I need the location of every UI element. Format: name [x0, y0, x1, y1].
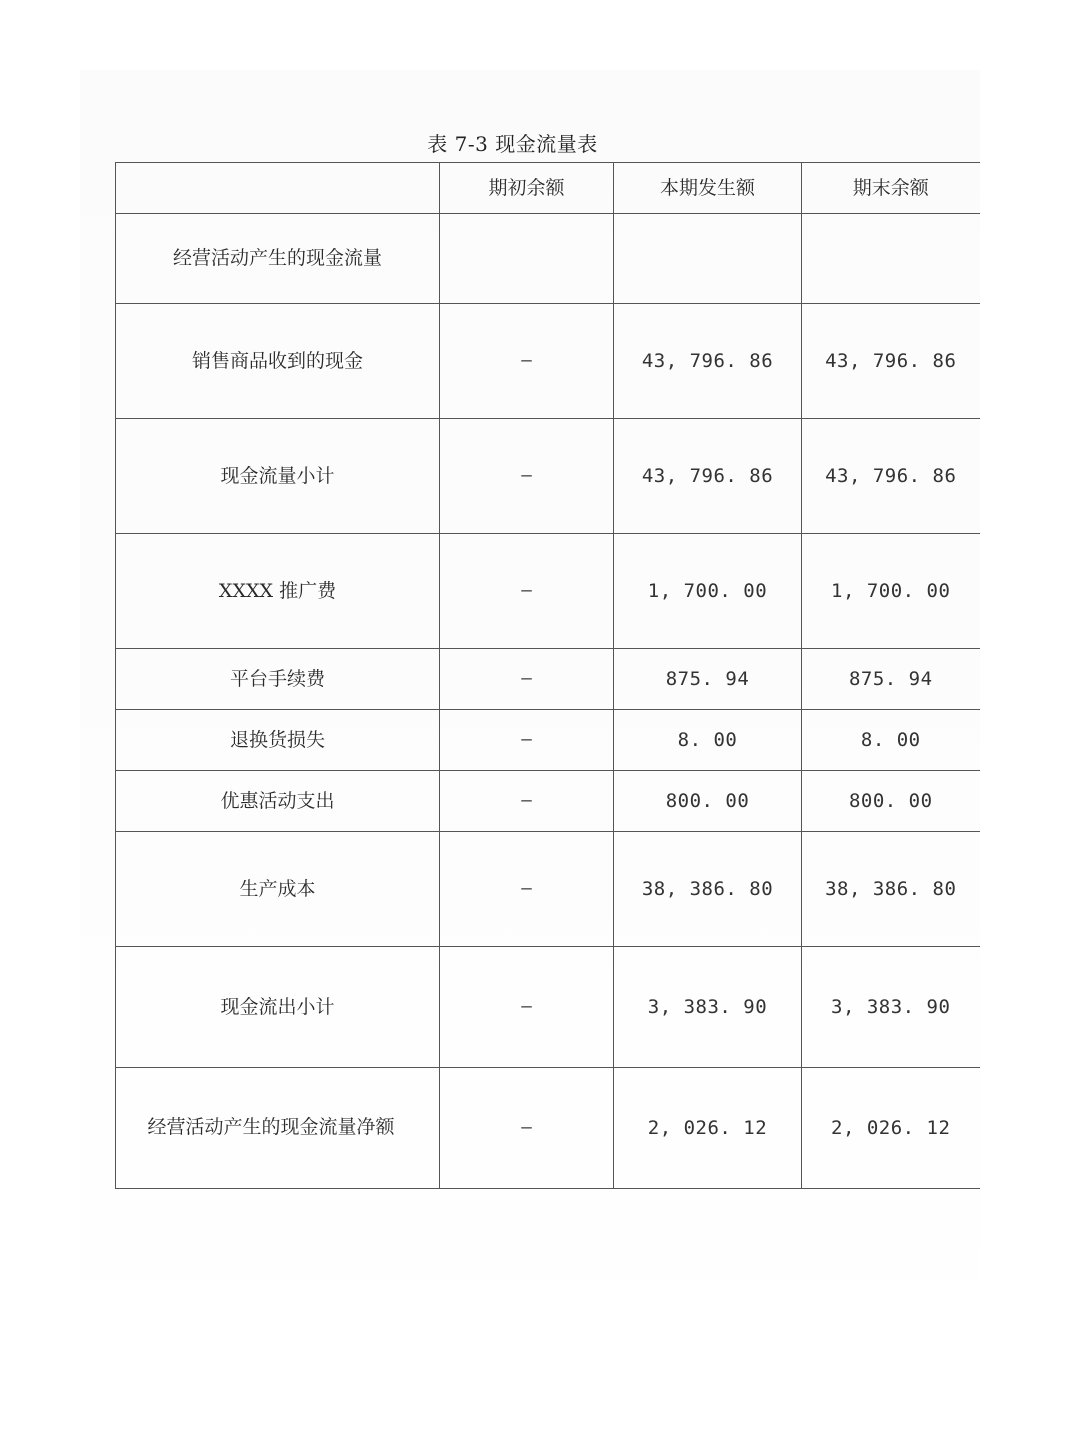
opening-value: –	[440, 304, 614, 419]
closing-value: 800. 00	[802, 771, 980, 832]
opening-value: –	[440, 710, 614, 771]
opening-value: –	[440, 1068, 614, 1189]
table-caption: 表 7-3 现金流量表	[427, 132, 598, 156]
current-value: 43, 796. 86	[614, 419, 802, 534]
table-row	[116, 710, 980, 771]
current-value: 2, 026. 12	[614, 1068, 802, 1189]
row-label: 现金流量小计	[116, 419, 440, 534]
opening-value: –	[440, 534, 614, 649]
row-label: XXXX 推广费	[116, 534, 440, 649]
header-closing-balance: 期末余额	[802, 163, 980, 214]
closing-value: 8. 00	[802, 710, 980, 771]
current-value: 43, 796. 86	[614, 304, 802, 419]
row-label-cell	[116, 1068, 440, 1189]
closing-value: 2, 026. 12	[802, 1068, 980, 1189]
opening-value: –	[440, 771, 614, 832]
row-label: 优惠活动支出	[116, 771, 440, 832]
table-row	[116, 214, 980, 304]
closing-value: 43, 796. 86	[802, 304, 980, 419]
row-label: 现金流出小计	[116, 947, 440, 1068]
closing-value: 875. 94	[802, 649, 980, 710]
table-row	[116, 304, 980, 419]
current-value: 875. 94	[614, 649, 802, 710]
opening-value: –	[440, 649, 614, 710]
closing-value: 3, 383. 90	[802, 947, 980, 1068]
row-label: 退换货损失	[116, 710, 440, 771]
table-header-row	[116, 163, 980, 214]
header-cell-empty	[116, 163, 440, 214]
cash-flow-table	[115, 162, 980, 1189]
row-label: 经营活动产生的现金流量	[116, 214, 440, 304]
opening-value: –	[440, 832, 614, 947]
closing-value: 1, 700. 00	[802, 534, 980, 649]
current-value: 800. 00	[614, 771, 802, 832]
table-row	[116, 534, 980, 649]
header-opening-balance: 期初余额	[440, 163, 614, 214]
current-value: 1, 700. 00	[614, 534, 802, 649]
table-row	[116, 1068, 980, 1189]
header-current-amount: 本期发生额	[614, 163, 802, 214]
row-label: 平台手续费	[116, 649, 440, 710]
current-value: 38, 386. 80	[614, 832, 802, 947]
opening-value: –	[440, 419, 614, 534]
table-row	[116, 947, 980, 1068]
current-value: 3, 383. 90	[614, 947, 802, 1068]
table-row	[116, 832, 980, 947]
row-label: 经营活动产生的现金流量净额	[147, 1116, 395, 1139]
closing-value: 43, 796. 86	[802, 419, 980, 534]
opening-value: –	[440, 947, 614, 1068]
table-row	[116, 649, 980, 710]
table-row	[116, 771, 980, 832]
closing-value	[802, 214, 980, 304]
row-label: 生产成本	[116, 832, 440, 947]
current-value: 8. 00	[614, 710, 802, 771]
row-label: 销售商品收到的现金	[116, 304, 440, 419]
current-value	[614, 214, 802, 304]
opening-value	[440, 214, 614, 304]
closing-value: 38, 386. 80	[802, 832, 980, 947]
table-row	[116, 419, 980, 534]
